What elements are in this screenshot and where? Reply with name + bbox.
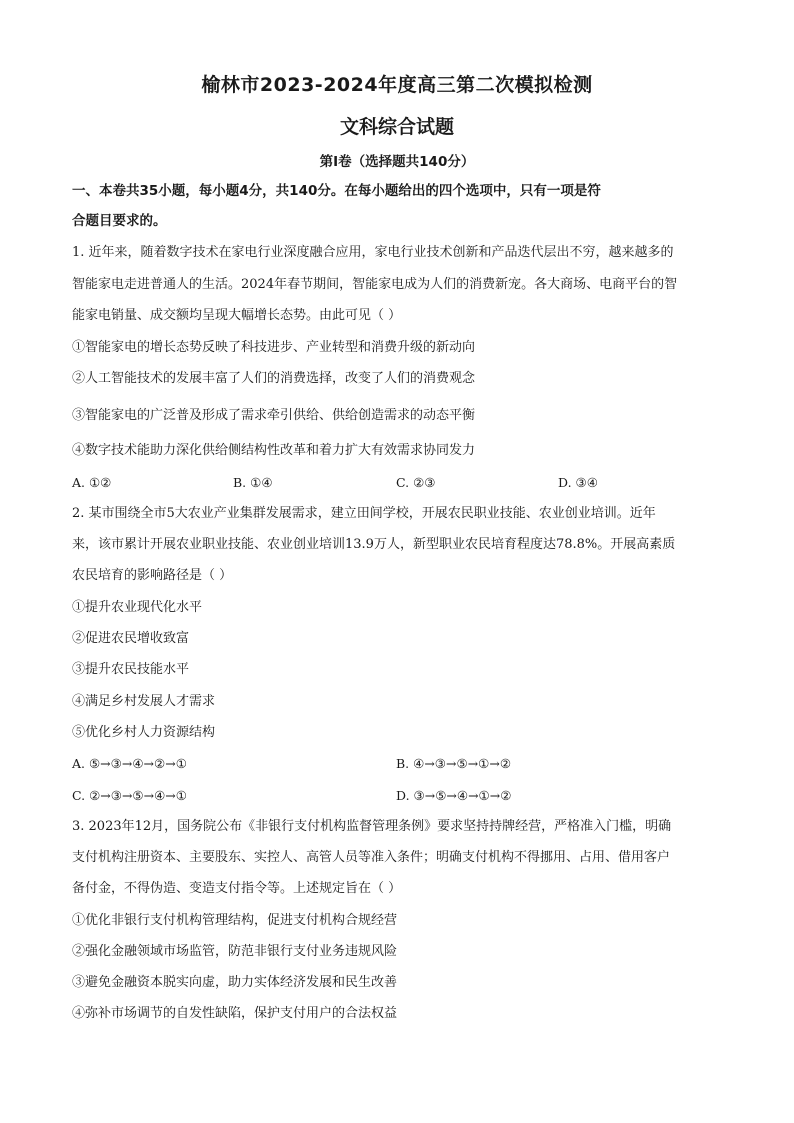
q3-statement-1: ①优化非银行支付机构管理结构，促进支付机构合规经营 <box>72 913 398 928</box>
q1-stem-line-2: 智能家电走进普通人的生活。2024年春节期间，智能家电成为人们的消费新宠。各大商场、电商平台的智 <box>72 277 678 292</box>
q1-option-b: B. ①④ <box>233 475 273 490</box>
q1-option-d: D. ③④ <box>558 475 598 490</box>
q1-stem-line-1: 1. 近年来，随着数字技术在家电行业深度融合应用，家电行业技术创新和产品迭代层出不穷，越来越多的 <box>72 245 674 260</box>
q3-statement-4: ④弥补市场调节的自发性缺陷，保护支付用户的合法权益 <box>72 1006 398 1021</box>
q3-stem-line-3: 备付金，不得伪造、变造支付指令等。上述规定旨在（ ） <box>72 881 402 896</box>
q3-stem-line-2: 支付机构注册资本、主要股东、实控人、高管人员等准入条件；明确支付机构不得挪用、占用、借用客户 <box>72 850 671 865</box>
q1-stem-line-3: 能家电销量、成交额均呈现大幅增长态势。由此可见（ ） <box>72 308 402 323</box>
q1-statement-2: ②人工智能技术的发展丰富了人们的消费选择，改变了人们的消费观念 <box>72 371 476 386</box>
instructions-line-1: 一、本卷共35小题，每小题4分，共140分。在每小题给出的四个选项中，只有一项是符 <box>72 183 601 199</box>
q1-statement-4: ④数字技术能助力深化供给侧结构性改革和着力扩大有效需求协同发力 <box>72 443 476 458</box>
q2-statement-3: ③提升农民技能水平 <box>72 662 190 677</box>
q3-stem-line-1: 3. 2023年12月，国务院公布《非银行支付机构监督管理条例》要求坚持持牌经营，严格准入门槛，明确 <box>72 819 672 834</box>
q1-statement-1: ①智能家电的增长态势反映了科技进步、产业转型和消费升级的新动向 <box>72 340 476 355</box>
q2-option-c: C. ②→③→⑤→④→① <box>72 788 187 803</box>
q2-stem-line-1: 2. 某市围绕全市5大农业产业集群发展需求，建立田间学校，开展农民职业技能、农业创业培训。近年 <box>72 506 656 521</box>
section-heading: 第I卷（选择题共140分） <box>319 154 475 170</box>
q2-option-a: A. ⑤→③→④→②→① <box>72 756 187 771</box>
q2-option-b: B. ④→③→⑤→①→② <box>396 756 512 771</box>
q2-statement-4: ④满足乡村发展人才需求 <box>72 694 216 709</box>
exam-subtitle: 文科综合试题 <box>339 116 454 138</box>
q2-statement-5: ⑤优化乡村人力资源结构 <box>72 725 216 740</box>
q2-statement-1: ①提升农业现代化水平 <box>72 600 203 615</box>
q2-statement-2: ②促进农民增收致富 <box>72 631 190 646</box>
q1-option-a: A. ①② <box>72 475 112 490</box>
q1-statement-3: ③智能家电的广泛普及形成了需求牵引供给、供给创造需求的动态平衡 <box>72 408 476 423</box>
exam-title: 榆林市2023-2024年度高三第二次模拟检测 <box>201 74 593 96</box>
q2-option-d: D. ③→⑤→④→①→② <box>396 788 512 803</box>
q2-stem-line-3: 农民培育的影响路径是（ ） <box>72 568 233 583</box>
q1-option-c: C. ②③ <box>396 475 436 490</box>
q3-statement-2: ②强化金融领域市场监管，防范非银行支付业务违规风险 <box>72 944 398 959</box>
q2-stem-line-2: 来，该市累计开展农业职业技能、农业创业培训13.9万人，新型职业农民培育程度达78.8%。开展高素质 <box>72 537 676 552</box>
instructions-line-2: 合题目要求的。 <box>72 213 167 229</box>
q3-statement-3: ③避免金融资本脱实向虚，助力实体经济发展和民生改善 <box>72 975 398 990</box>
